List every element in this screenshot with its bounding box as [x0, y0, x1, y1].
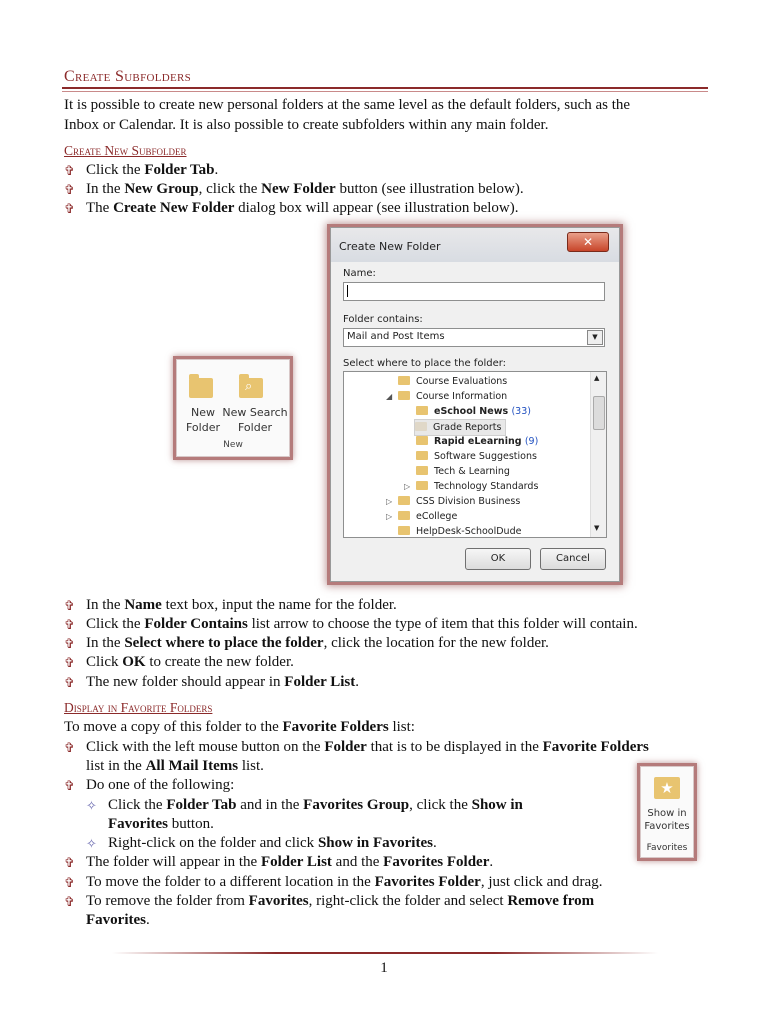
folder-icon	[189, 378, 213, 398]
folder-contains-select[interactable]: Mail and Post Items ▼	[343, 328, 605, 347]
cross-bullet-icon: ✞	[64, 894, 75, 909]
new-folder-button[interactable]: New Folder	[186, 406, 220, 434]
cross-bullet-icon: ✞	[64, 598, 75, 613]
show-in-favorites-button[interactable]: Show in Favorites	[644, 808, 690, 832]
expand-icon[interactable]: ▷	[386, 497, 393, 506]
cross-bullet-icon: ✞	[64, 617, 75, 632]
expand-icon[interactable]: ▷	[404, 482, 411, 491]
tree-item[interactable]: Course Evaluations	[398, 374, 507, 389]
cross-bullet-icon: ✞	[64, 675, 75, 690]
cross-bullet-icon: ✞	[64, 163, 75, 178]
show-in-favorites-ribbon	[640, 766, 694, 858]
dialog-titlebar	[331, 228, 619, 262]
folder-icon	[416, 406, 428, 415]
list-item-continued: list in the All Mail Items list.	[86, 758, 264, 774]
expand-icon[interactable]: ▷	[386, 512, 393, 521]
chevron-down-icon[interactable]: ▼	[587, 330, 603, 345]
cross-bullet-icon: ✞	[64, 778, 75, 793]
intro-line-2: Inbox or Calendar. It is also possible to create subfolders within any main folder.	[64, 117, 549, 133]
cross-bullet-icon: ✞	[64, 875, 75, 890]
tree-item[interactable]: Rapid eLearning (9)	[416, 434, 538, 449]
tree-item[interactable]: ▷ Technology Standards	[404, 481, 539, 492]
tree-item[interactable]: Tech & Learning	[416, 464, 510, 479]
sub-list-item-continued: Favorites button.	[108, 816, 214, 832]
folder-icon	[398, 391, 410, 400]
new-search-folder-button[interactable]: New Search Folder	[222, 406, 288, 434]
cross-bullet-icon: ✞	[64, 655, 75, 670]
tree-item[interactable]: Software Suggestions	[416, 449, 537, 464]
name-input[interactable]	[343, 282, 605, 301]
page-number: 1	[380, 960, 388, 976]
tree-item[interactable]: ▷ CSS Division Business	[386, 496, 521, 507]
cross-bullet-icon: ✞	[64, 182, 75, 197]
cross-bullet-icon: ✞	[64, 740, 75, 755]
list-item-continued: Favorites.	[86, 912, 150, 928]
folder-icon	[398, 511, 410, 520]
create-new-folder-dialog	[330, 227, 620, 582]
tree-item[interactable]: ◢ Course Information	[386, 391, 508, 402]
sparkle-bullet-icon: ✧	[86, 836, 97, 851]
close-button[interactable]: ✕	[567, 232, 609, 252]
folder-icon	[416, 451, 428, 460]
collapse-icon[interactable]: ◢	[386, 392, 393, 401]
ok-button[interactable]: OK	[465, 548, 531, 570]
cross-bullet-icon: ✞	[64, 636, 75, 651]
sparkle-bullet-icon: ✧	[86, 798, 97, 813]
tree-item[interactable]: eSchool News (33)	[416, 404, 531, 419]
folder-icon	[398, 496, 410, 505]
scroll-down-icon[interactable]: ▼	[594, 524, 600, 532]
new-group-ribbon	[176, 359, 290, 457]
cross-bullet-icon: ✞	[64, 855, 75, 870]
folder-tree[interactable]	[343, 371, 607, 538]
group-label: Favorites	[646, 843, 688, 853]
tree-item-selected[interactable]: Grade Reports	[414, 419, 506, 436]
folder-icon	[416, 436, 428, 445]
section-create-new-subfolder: Create New Subfolder	[64, 143, 187, 158]
page-heading: Create Subfolders	[64, 68, 192, 85]
group-label: New	[223, 440, 243, 450]
folder-contains-label: Folder contains:	[343, 314, 423, 325]
footer-rule	[112, 952, 658, 954]
cross-bullet-icon: ✞	[64, 201, 75, 216]
heading-rule-thin	[62, 91, 708, 92]
star-folder-icon: ★	[654, 777, 680, 799]
scroll-thumb[interactable]	[593, 396, 605, 430]
folder-icon	[398, 376, 410, 385]
search-folder-icon: ⌕	[239, 378, 263, 398]
heading-rule	[62, 87, 708, 89]
place-label: Select where to place the folder:	[343, 358, 507, 369]
scroll-up-icon[interactable]: ▲	[594, 374, 600, 382]
tree-item[interactable]: ▷ eCollege	[386, 511, 458, 522]
cancel-button[interactable]: Cancel	[540, 548, 606, 570]
name-label: Name:	[343, 268, 376, 279]
dialog-title: Create New Folder	[339, 240, 441, 253]
folder-icon	[415, 422, 427, 431]
intro-line-1: It is possible to create new personal folders at the same level as the default folders, such as the	[64, 97, 631, 113]
section2-intro: To move a copy of this folder to the Favorite Folders list:	[64, 719, 415, 735]
section-display-in-favorite-folders: Display in Favorite Folders	[64, 700, 213, 715]
folder-icon	[416, 466, 428, 475]
tree-item[interactable]: HelpDesk-SchoolDude	[398, 524, 521, 538]
tree-scrollbar[interactable]	[590, 372, 606, 537]
folder-icon	[416, 481, 428, 490]
folder-icon	[398, 526, 410, 535]
